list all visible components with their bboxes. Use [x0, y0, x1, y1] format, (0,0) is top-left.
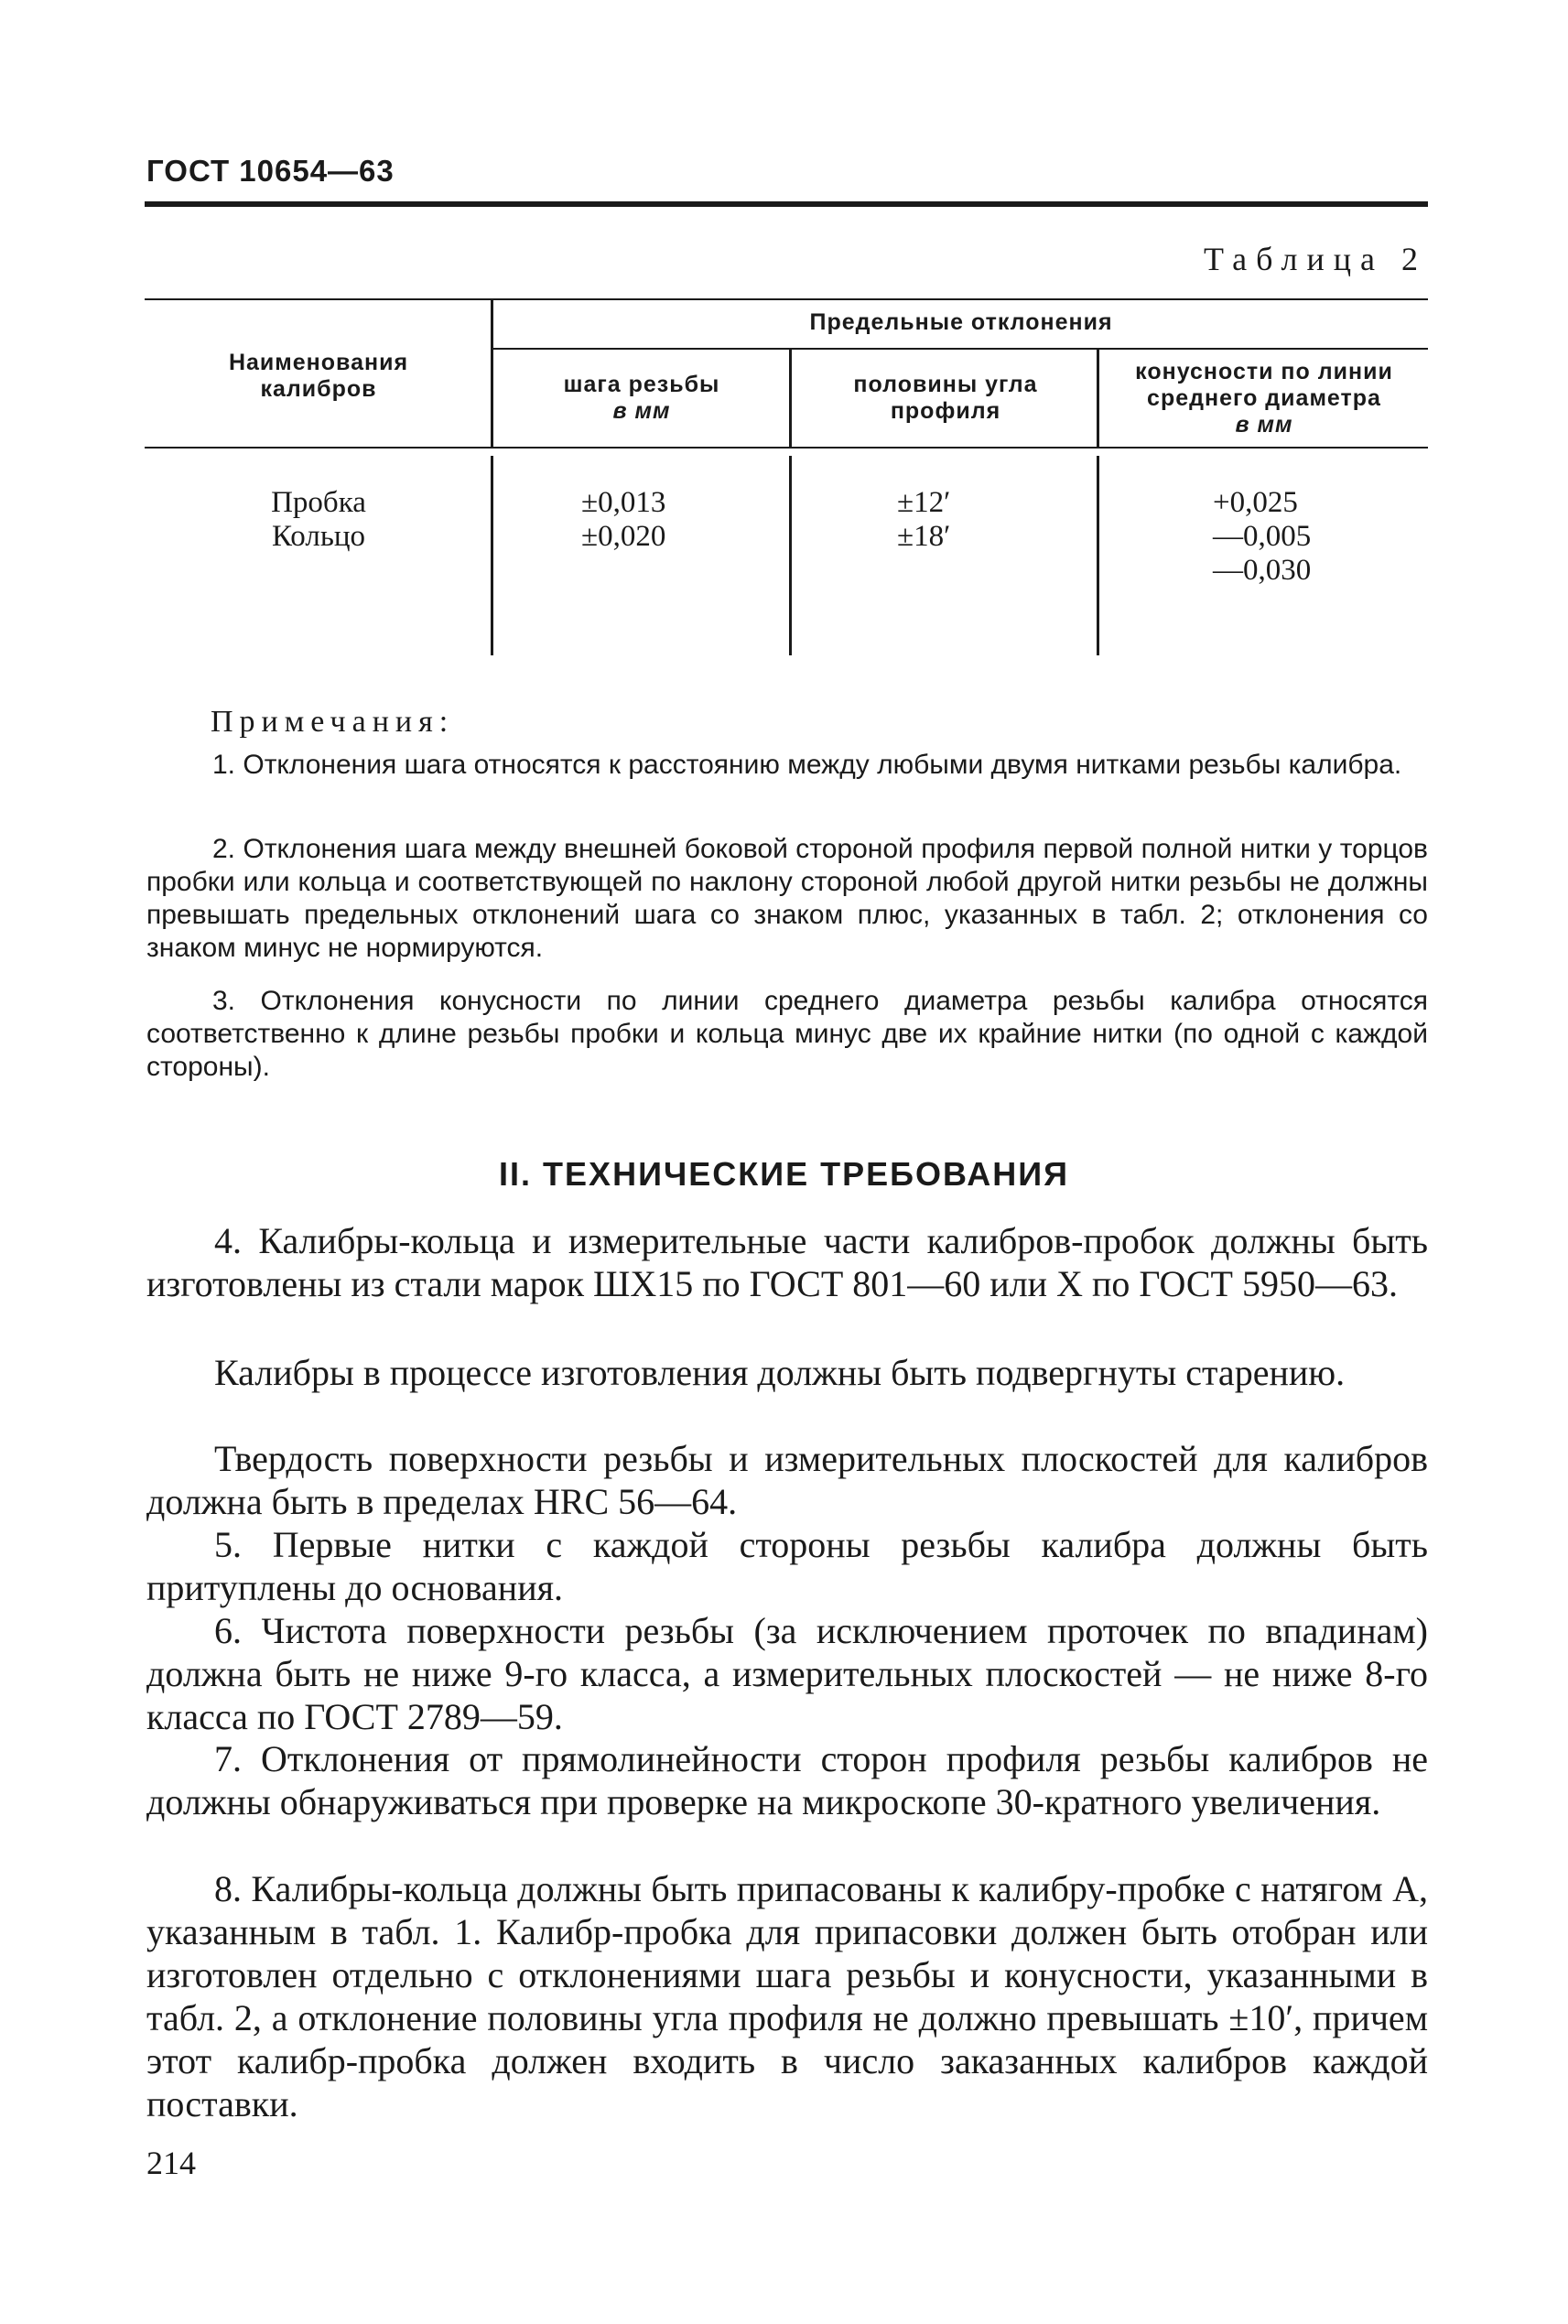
tolerance-table: [145, 298, 1428, 655]
paragraph-4: 4. Калибры-кольца и измерительные части калибров-пробок должны быть изготовлены из стали марок ШХ15 по ГОСТ 801—60 или Х по ГОСТ 5950—63.: [146, 1220, 1428, 1304]
paragraph-aging: Калибры в процессе изготовления должны быть подвергнуты старению.: [214, 1352, 1346, 1393]
col-divider-1-body: [491, 456, 493, 655]
page-number: 214: [146, 2145, 196, 2181]
paragraph-8: 8. Калибры-кольца должны быть припасованы к калибру-пробке с натягом A, указанным в табл. 1. Калибр-пробка для припасовки должен быть отобран или изготовлен отдельно с отклонениями шага резьбы и конусности, указанными в табл. 2, а отклонение половины угла профиля не должно превышать ±10′, причем этот калибр-пробка должен входить в число заказанных калибров каждой поставки.: [146, 1868, 1428, 2124]
paragraph-5: 5. Первые нитки с каждой стороны резьбы калибра должны быть притуплены до основания.: [146, 1524, 1428, 1608]
group-header-rule: [492, 348, 1428, 350]
row-name-plug: Пробка: [271, 486, 366, 519]
header-pitch: [494, 372, 789, 425]
row-angle-plug: ±12′: [897, 486, 951, 519]
table-top-rule: [145, 298, 1428, 300]
table-caption: Таблица 2: [1204, 241, 1427, 277]
header-pitch-label: шага резьбы: [563, 372, 720, 397]
header-taper: [1100, 359, 1428, 438]
taper-value-1: +0,025: [1213, 486, 1298, 519]
section-heading: II. ТЕХНИЧЕСКИЕ ТРЕБОВАНИЯ: [499, 1155, 1069, 1193]
header-taper-label: конусности по линии среднего диаметра: [1135, 359, 1393, 411]
header-pitch-unit: в мм: [612, 398, 671, 424]
taper-value-2: —0,005: [1213, 520, 1312, 553]
row-pitch-ring: ±0,020: [581, 520, 666, 553]
col-divider-3: [1097, 348, 1099, 447]
taper-value-3: —0,030: [1213, 554, 1312, 587]
col-taper-values: [1213, 486, 1396, 588]
col-gauge-names: [218, 486, 419, 554]
col-pitch-values: [581, 486, 764, 554]
header-rule: [145, 201, 1428, 207]
note-3: 3. Отклонения конусности по линии среднего диаметра резьбы калибра относятся соответственно к длине резьбы пробки и кольца минус две их крайние нитки (по одной с каждой стороны).: [146, 986, 1428, 1082]
col-divider-3-body: [1097, 456, 1099, 655]
row-pitch-plug: ±0,013: [581, 486, 666, 519]
header-limit-deviations: Предельные отклонения: [809, 309, 1113, 335]
row-angle-ring: ±18′: [897, 520, 951, 553]
note-2: 2. Отклонения шага между внешней боковой стороной профиля первой полной нитки у торцов пробки или кольца и соответствующей по наклону стороной любой другой нитки резьбы не должны превышать предельных отклонений шага со знаком плюс, указанных в табл. 2; отклонения со знаком минус не нормируются.: [146, 834, 1428, 963]
note-1: 1. Отклонения шага относятся к расстоянию между любыми двумя нитками резьбы калибра.: [212, 750, 1402, 780]
paragraph-6: 6. Чистота поверхности резьбы (за исключением проточек по впадинам) должна быть не ниже 9-го класса, а измерительных плоскостей — не ниже 8-го класса по ГОСТ 2789—59.: [146, 1610, 1428, 1737]
col-angle-values: [897, 486, 1044, 554]
header-bottom-rule: [145, 447, 1428, 449]
notes-heading: Примечания:: [211, 705, 455, 739]
col-divider-1: [491, 298, 493, 447]
paragraph-7: 7. Отклонения от прямолинейности сторон профиля резьбы калибров не должны обнаруживаться при проверке на микроскопе 30-кратного увеличения.: [146, 1738, 1428, 1822]
standard-number: ГОСТ 10654—63: [146, 154, 395, 188]
paragraph-hardness: Твердость поверхности резьбы и измерительных плоскостей для калибров должна быть в пределах HRC 56—64.: [146, 1438, 1428, 1522]
header-half-angle: половины угла профиля: [853, 372, 1038, 424]
header-taper-unit: в мм: [1235, 412, 1293, 438]
col-divider-2: [789, 348, 792, 447]
col-divider-2-body: [789, 456, 792, 655]
header-gauge-names: Наименования калибров: [228, 350, 409, 402]
row-name-ring: Кольцо: [271, 520, 366, 553]
